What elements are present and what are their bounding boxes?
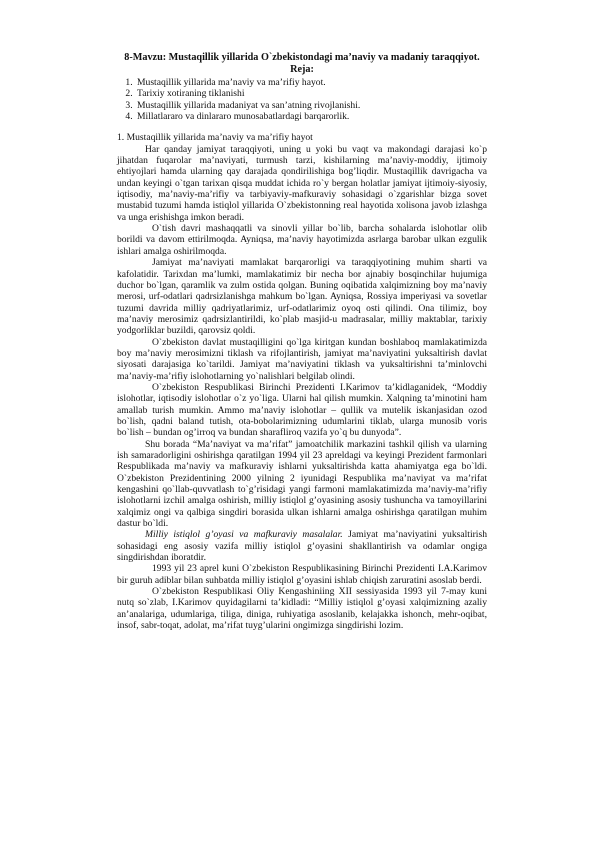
section-heading-text: 1. Mustaqillik yillarida ma’naviy va ma’rifiy hayot [117,132,313,144]
paragraph: 1993 yil 23 aprel kuni O`zbekiston Respublikasining Birinchi Prezidenti I.A.Karimov bir guruh adiblar bilan suhbatda milliy istiqlol g’oyasini ishlab chiqish zaruratini asoslab berdi. [117,563,487,586]
paragraph: O`zbekiston Respublikasi Oliy Kengashiniing XII sessiyasida 1993 yil 7-may kuni nutq so`zlab, I.Karimov quyidagilarni ta’kidladi: “Milliy istiqlol g’oyasi xalqimizning azaliy an’analariga, udumlariga, tiliga, diniga, ruhiyatiga asoslanib, kelajakka ishonch, mehr-oqibat, insof, sabr-toqat, adolat, ma’rifat tuyg’ularini ongimizga singdirishi lozim. [117,586,487,632]
paragraph-text: Jamiyat ma’naviyatini yuksaltirish sohasidagi eng asosiy vazifa milliy istiqlol g’oyasini shakllantirish va odamlar ongiga singdirishdan iboratdir. [117,529,487,564]
section-heading [117,132,487,143]
paragraph: O`zbekiston Respublikasi Birinchi Prezidenti I.Karimov ta’kidlaganidek, “Moddiy islohotlar, iqtisodiy islohotlar o`z yo`liga. Ularni hal qilish mumkin. Xalqning ta’minotini ham amallab turish mumkin. Ammo ma’naviy islohotlar – qullik va mutelik iskanjasidan ozod bo`lish, qadni baland tutish, ota-bobolarimizning udumlarini tiklab, ularga munosib voris bo`lish – bundan og’irroq va bundan sharafliroq vazifa yo`q bu dunyoda”. [117,381,487,439]
italic-subheading: Milliy istiqlol g’oyasi va mafkuraviy masalalar. [145,529,343,541]
paragraph: O`zbekiston davlat mustaqilligini qo`lga kiritgan kundan boshlaboq mamlakatimizda boy ma’naviy merosimizni tiklash va rifojlantirish, jamiyat ma’naviyatini yuksaltirish davlat siyosati darajasiga ko`tarildi. Jamiyat ma’naviyatini tiklash va yuksaltirishni ta’minlovchi ma’naviy-ma’rifiy islohotlarning yo`nalishlari belgilab olindi. [117,336,487,382]
paragraph: O`tish davri mashaqqatli va sinovli yillar bo`lib, barcha sohalarda islohotlar olib borildi va davom ettirilmoqda. Ayniqsa, ma’naviy hayotimizda asrlarga barobar ulkan ezgulik ishlari amalga oshirilmoqda. [117,223,487,257]
paragraph: Shu borada “Ma’naviyat va ma’rifat” jamoatchilik markazini tashkil qilish va ularning ish samaradorligini oshirishga qaratilgan 1994 yil 23 apreldagi va keyingi Prezident farmonlari Respublikada ma’naviy va mafkuraviy ishlarni yuksaltirishda katta ahamiyatga ega bo`ldi. O`zbekiston Prezidentining 2000 yilning 2 iyunidagi Respublika ma’naviyat va ma’rifat kengashini qo`llab-quvvatlash to`g’risidagi yangi farmoni mamlakatimizda ma’naviy-ma’rifiy islohotlarni izchil amalga oshirish, milliy istiqlol g’oyasining asosiy tushuncha va tamoyillarini xalqimiz ongi va qalbiga singdiri borasida ulkan ishlarni amalga oshirishga qaratilgan muhim dastur bo`ldi. [117,438,487,530]
paragraph [117,529,487,563]
plan-list [117,77,487,122]
paragraph: Har qanday jamiyat taraqqiyoti, uning u yoki bu vaqt va makondagi darajasi ko`p jihatdan fuqarolar ma’naviyati, turmush tarzi, kishilarning ma’naviy-moddiy, ijtimoiy ehtiyojlari hamda ularning qay darajada qondirilishiga bog’liqdir. Mustaqillik davrigacha va undan keyingi o`tgan tarixan qisqa muddat ichida ro`y bergan holatlar jamiyat ijtimoiy-siyosiy, iqtisodiy, ma’naviy-ma’rifiy va tarbiyaviy-mafkuraviy sohasidagi o`zgarishlar bizga sovet mustabid tuzumi hamda istiqlol yillarida O`zbekistonning real hayotida xolisona javob izlashga va unga erishishga imkon beradi. [117,143,487,223]
paragraph: Jamiyat ma’naviyati mamlakat barqarorligi va taraqqiyotining muhim sharti va kafolatidir. Tarixdan ma’lumki, mamlakatimiz bir necha bor ajnabiy bosqinchilar hujumiga duchor bo`lgan, qaramlik va zulm ostida qolgan. Buning oqibatida xalqimizning boy ma’naviy merosi, urf-odatlari qadrsizlanishga mahkum bo`lgan. Ayniqsa, Rossiya imperiyasi va sovetlar tuzumi davrida milliy qadriyatlarimiz, urf-odatlarimiz oyoq osti qilindi. Ona tilimiz, boy ma’naviy merosimiz qadrsizlantirildi, ko`plab masjid-u madrasalar, milliy maktablar, tarixiy yodgorliklar buzildi, qarovsiz qoldi. [117,257,487,337]
document-body [117,52,487,632]
plan-heading: Reja: [290,64,314,75]
plan-item: 2. Tarixiy xotiraning tiklanishi [135,88,487,99]
document-title: 8-Mavzu: Mustaqillik yillarida O`zbekistondagi ma’naviy va madaniy taraqqiyot. [124,52,480,63]
plan-item: 4. Millatlararo va dinlararo munosabatlardagi barqarorlik. [135,111,487,122]
plan-item: 1. Mustaqillik yillarida ma’naviy va ma’rifiy hayot. [135,77,487,88]
plan-item: 3. Mustaqillik yillarida madaniyat va san’atning rivojlanishi. [135,100,487,111]
